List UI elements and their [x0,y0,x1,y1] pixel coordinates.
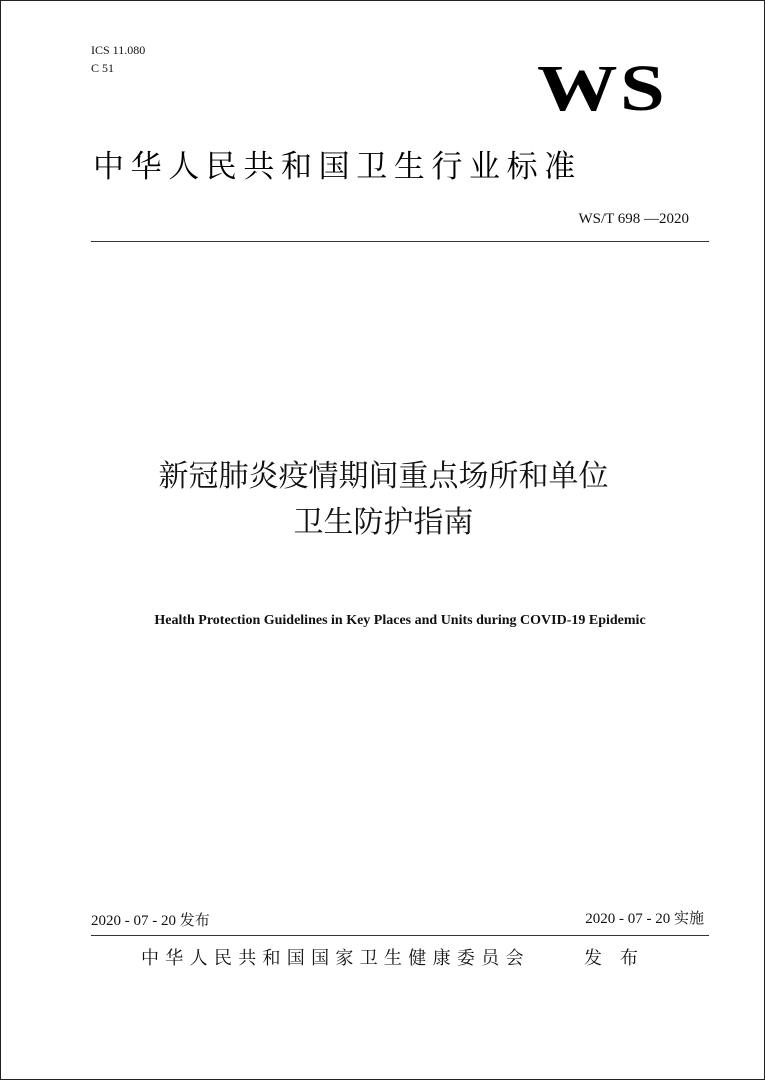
document-title-line-1: 新冠肺炎疫情期间重点场所和单位 [158,459,609,494]
classification-codes [91,41,145,77]
ws-logo: WS [537,52,668,125]
standard-category-title: 中华人民共和国卫生行业标准 [93,149,582,185]
issuing-authority: 中华人民共和国国家卫生健康委员会 [141,948,530,969]
header-divider [91,241,709,242]
ccs-code: C 51 [91,61,115,75]
ics-code: ICS 11.080 [91,43,146,57]
implementation-date: 2020 - 07 - 20 实施 [585,911,704,927]
standard-number: WS/T 698 —2020 [578,211,689,227]
release-date: 2020 - 07 - 20 发布 [91,913,210,929]
footer-divider [91,935,709,936]
document-title-line-2: 卫生防护指南 [293,505,474,540]
english-title: Health Protection Guidelines in Key Places and Units during COVID-19 Epidemic [154,613,646,628]
issuer-action: 发布 [584,948,656,969]
